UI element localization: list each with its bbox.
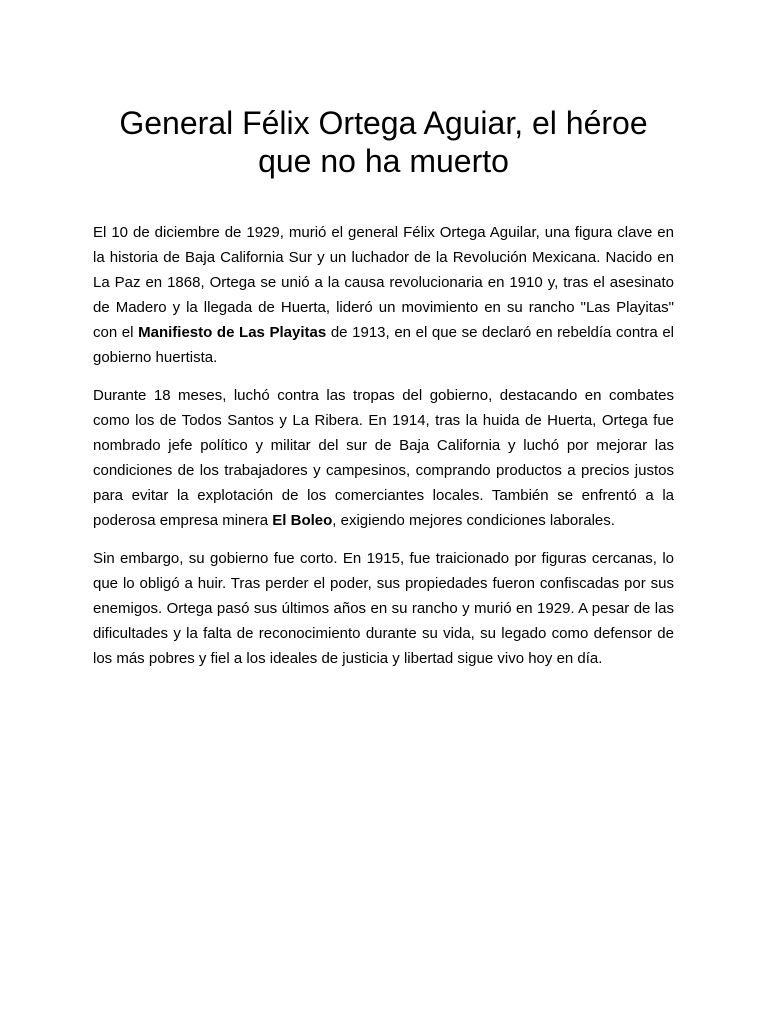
paragraph-3-text: Sin embargo, su gobierno fue corto. En 1915, fue traicionado por figuras cercanas, lo que lo obligó a huir. Tras perder el poder, sus propiedades fueron confiscadas por sus enemigos. Ortega pasó sus últimos años en su rancho y murió en 1929. A pesar de las dificultades y la falta de reconocimiento durante su vida, su legado como defensor de los más pobres y fiel a los ideales de justicia y libertad sigue vivo hoy en día.	[93, 550, 674, 667]
document-title: General Félix Ortega Aguiar, el héroe que no ha muerto	[119, 105, 648, 179]
paragraph-3	[93, 546, 674, 671]
paragraph-1-bold-term: Manifiesto de Las Playitas	[138, 324, 327, 341]
paragraph-2	[93, 383, 674, 533]
paragraph-2-text-end: , exigiendo mejores condiciones laborales.	[332, 512, 615, 529]
paragraph-1-text-end: de 1913, en el que se declaró en rebeldía contra el gobierno huertista.	[93, 324, 674, 366]
paragraph-2-text-start: Durante 18 meses, luchó contra las tropas del gobierno, destacando en combates como los de Todos Santos y La Ribera. En 1914, tras la huida de Huerta, Ortega fue nombrado jefe político y militar del sur de Baja California y luchó por mejorar las condiciones de los trabajadores y campesinos, comprando productos a precios justos para evitar la explotación de los comerciantes locales. También se enfrentó a la poderosa empresa minera	[93, 387, 674, 529]
paragraph-2-bold-term: El Boleo	[272, 512, 333, 529]
paragraph-1	[93, 220, 674, 370]
paragraph-1-text-start: El 10 de diciembre de 1929, murió el general Félix Ortega Aguilar, una figura clave en la historia de Baja California Sur y un luchador de la Revolución Mexicana. Nacido en La Paz en 1868, Ortega se unió a la causa revolucionaria en 1910 y, tras el asesinato de Madero y la llegada de Huerta, lideró un movimiento en su rancho "Las Playitas" con el	[93, 224, 674, 341]
